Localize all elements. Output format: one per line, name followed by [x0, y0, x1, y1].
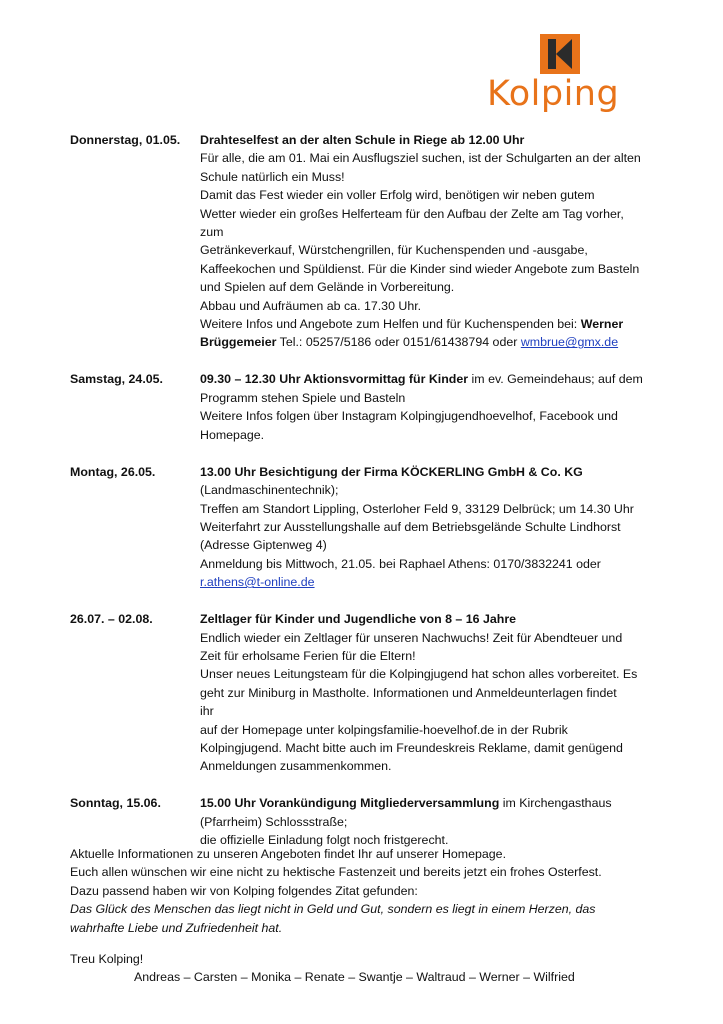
event-title: 13.00 Uhr Besichtigung der Firma KÖCKERLING GmbH & Co. KG [200, 464, 583, 479]
event-description [200, 794, 670, 849]
event-item [70, 370, 670, 444]
event-description [200, 131, 670, 352]
event-description [200, 370, 670, 444]
contact-phone: Tel.: 05257/5186 oder 0151/61438794 oder [279, 335, 518, 350]
event-line: Anmeldung bis Mittwoch, 21.05. bei Raphael Athens: 0170/3832241 oder [200, 556, 601, 571]
event-title: 15.00 Uhr Vorankündigung Mitgliederversammlung [200, 796, 500, 811]
event-line: und Spielen auf dem Gelände in Vorbereitung. [200, 280, 455, 295]
quote-line: Das Glück des Menschen das liegt nicht in Geld und Gut, sondern es liegt in einem Herzen, das [70, 902, 596, 917]
event-line: Abbau und Aufräumen ab ca. 17.30 Uhr. [200, 298, 422, 313]
event-description [200, 610, 670, 776]
event-line: Anmeldungen zusammenkommen. [200, 759, 392, 774]
footer-line: Aktuelle Informationen zu unseren Angeboten findet Ihr auf unserer Homepage. [70, 847, 507, 861]
event-title: Zeltlager für Kinder und Jugendliche von 8 – 16 Jahre [200, 612, 517, 627]
event-line: Treffen am Standort Lippling, Osterloher Feld 9, 33129 Delbrück; um 14.30 Uhr [200, 501, 634, 516]
event-item [70, 794, 670, 849]
closing [70, 950, 670, 987]
footer-text [70, 845, 670, 937]
event-line: Weiterfahrt zur Ausstellungshalle auf dem Betriebsgelände Schulte Lindhorst [200, 519, 621, 534]
kolping-k-icon [540, 34, 580, 74]
event-line: Für alle, die am 01. Mai ein Ausflugsziel suchen, ist der Schulgarten an der alten [200, 151, 641, 166]
event-item [70, 463, 670, 592]
event-line: Wetter wieder ein großes Helferteam für den Aufbau der Zelte am Tag vorher, [200, 206, 624, 221]
event-line: Zeit für erholsame Ferien für die Eltern! [200, 648, 416, 663]
event-date: Sonntag, 15.06. [70, 796, 161, 811]
event-title-rest: im ev. Gemeindehaus; auf dem [471, 372, 643, 387]
event-line: Kolpingjugend. Macht bitte auch im Freundeskreis Reklame, damit genügend [200, 740, 623, 755]
contact-name: Brüggemeier [200, 335, 277, 350]
event-list [70, 131, 670, 868]
event-line: Weitere Infos folgen über Instagram Kolpingjugendhoevelhof, Facebook und [200, 409, 618, 424]
event-line: Getränkeverkauf, Würstchengrillen, für Kuchenspenden und -ausgabe, [200, 243, 588, 258]
event-title-rest: im Kirchengasthaus [502, 796, 612, 811]
event-date: Samstag, 24.05. [70, 372, 163, 387]
contact-name: Werner [580, 317, 624, 332]
greeting: Treu Kolping! [70, 952, 144, 966]
contact-line [200, 333, 670, 351]
event-line: (Pfarrheim) Schlossstraße; [200, 814, 348, 829]
event-date: Donnerstag, 01.05. [70, 133, 181, 147]
event-line: geht zur Miniburg in Mastholte. Informationen und Anmeldeunterlagen findet [200, 685, 617, 700]
event-title: 09.30 – 12.30 Uhr Aktionsvormittag für Kinder [200, 372, 469, 387]
event-line: Programm stehen Spiele und Basteln [200, 390, 406, 405]
event-line: Unser neues Leitungsteam für die Kolpingjugend hat schon alles vorbereitet. Es [200, 667, 638, 682]
event-line: Damit das Fest wieder ein voller Erfolg wird, benötigen wir neben gutem [200, 188, 595, 203]
footer-line: Euch allen wünschen wir eine nicht zu hektische Fastenzeit und bereits jetzt ein frohes Osterfest. [70, 865, 602, 880]
footer-line: Dazu passend haben wir von Kolping folgendes Zitat gefunden: [70, 883, 418, 898]
event-line: (Landmaschinentechnik); [200, 483, 339, 498]
event-line: Kaffeekochen und Spüldienst. Für die Kinder sind wieder Angebote zum Basteln [200, 261, 640, 276]
contact-prefix: Weitere Infos und Angebote zum Helfen und für Kuchenspenden bei: [200, 317, 578, 332]
event-line: die offizielle Einladung folgt noch fristgerecht. [200, 833, 449, 848]
event-line: ihr [200, 704, 214, 719]
event-description [200, 463, 670, 592]
event-line: zum [200, 225, 224, 240]
signature-names: Andreas – Carsten – Monika – Renate – Swantje – Waltraud – Werner – Wilfried [134, 970, 575, 985]
kolping-wordmark: Kolping [487, 74, 620, 114]
kolping-logo [487, 30, 637, 120]
event-date: Montag, 26.05. [70, 464, 156, 479]
quote-line: wahrhafte Liebe und Zufriedenheit hat. [70, 920, 283, 935]
event-title: Drahteselfest an der alten Schule in Riege ab 12.00 Uhr [200, 133, 525, 147]
event-date: 26.07. – 02.08. [70, 612, 153, 627]
event-line: Schule natürlich ein Muss! [200, 169, 345, 184]
event-line: Homepage. [200, 427, 265, 442]
event-item [70, 610, 670, 776]
email-link[interactable]: r.athens@t-online.de [200, 575, 315, 590]
contact-line [200, 315, 670, 333]
event-item [70, 131, 670, 352]
event-line: auf der Homepage unter kolpingsfamilie-hoevelhof.de in der Rubrik [200, 722, 568, 737]
event-line: (Adresse Giptenweg 4) [200, 538, 327, 553]
event-line: Endlich wieder ein Zeltlager für unseren Nachwuchs! Zeit für Abendteuer und [200, 630, 623, 645]
email-link[interactable]: wmbrue@gmx.de [520, 335, 619, 350]
